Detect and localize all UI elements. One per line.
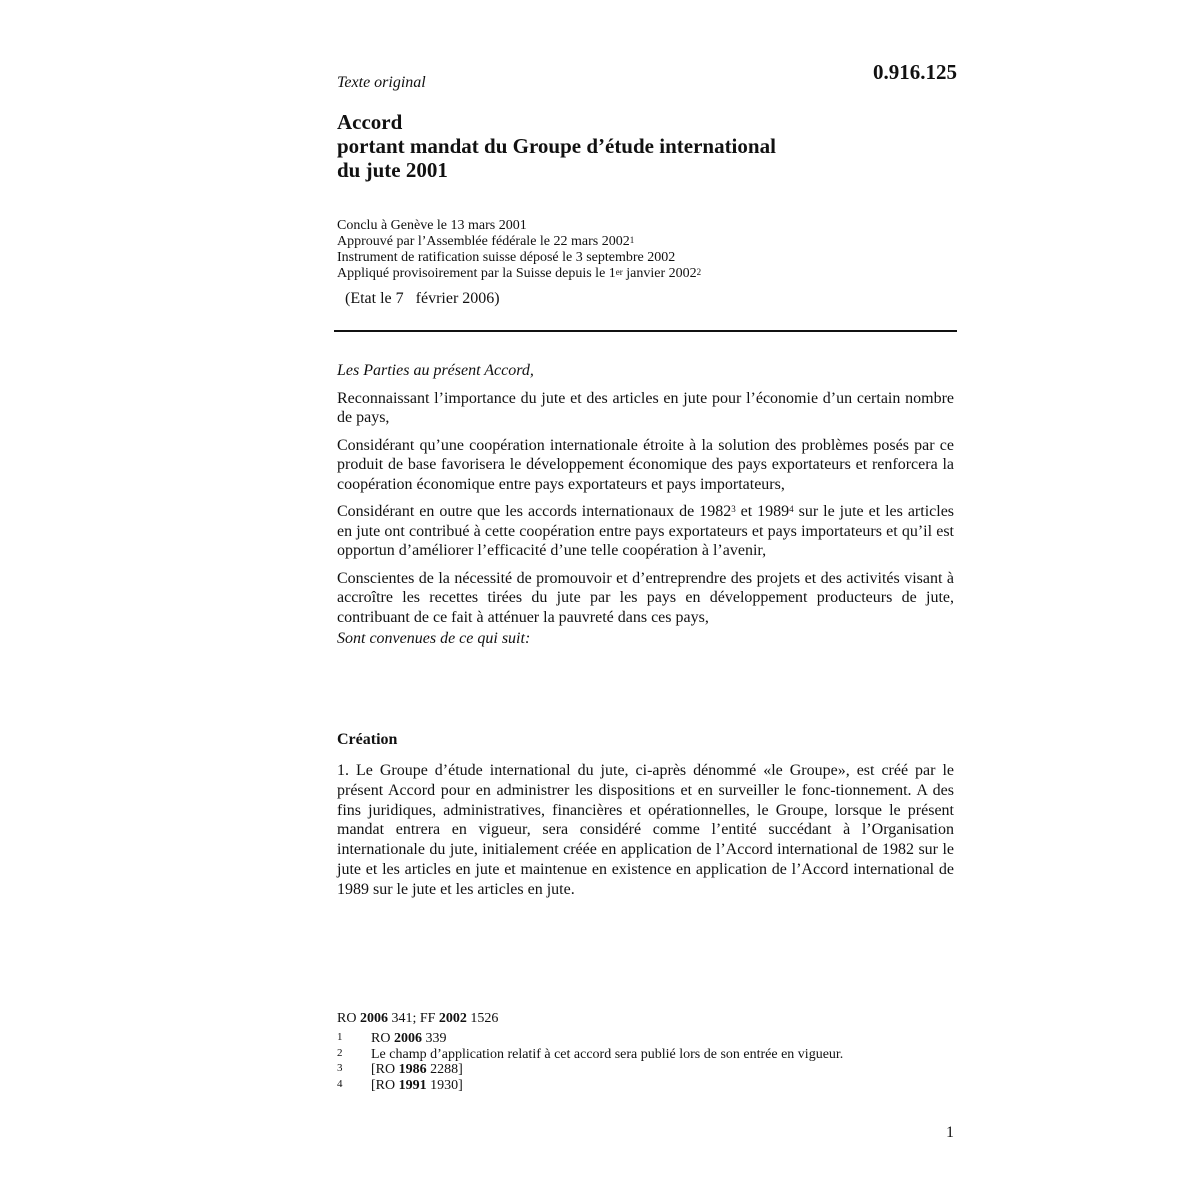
- status-date: (Etat le 7 février 2006): [341, 290, 500, 307]
- section-title: Création: [337, 731, 398, 748]
- footnote: 3 [RO 1986 2288]: [337, 1062, 463, 1077]
- footnotes: [337, 1031, 843, 1093]
- publication-reference: RO 2006 341; FF 2002 1526: [337, 1011, 499, 1026]
- document-metadata: [337, 218, 701, 282]
- meta-ratification: Instrument de ratification suisse déposé le 3 septembre 2002: [337, 250, 676, 265]
- title-line-1: Accord: [337, 110, 403, 134]
- footnote: 2 Le champ d’application relatif à cet accord sera publié lors de son entrée en vigueur.: [337, 1046, 844, 1062]
- preamble: [337, 361, 954, 657]
- preamble-paragraph-2: Considérant qu’une coopération internationale étroite à la solution des problèmes posés par ce produit de base favorisera le développement économique des pays exportateurs et renforcera la coopération économique entre pays exportateurs et pays importateurs,: [337, 436, 954, 493]
- meta-applied: Appliqué provisoirement par la Suisse depuis le 1er janvier 2002$^2$: [337, 266, 702, 281]
- footnote-ref-3: 3: [731, 504, 736, 514]
- footnote-number: 2: [337, 1046, 343, 1059]
- footnote-number: 3: [337, 1062, 343, 1074]
- footnote: 1 RO 2006 339: [337, 1031, 447, 1046]
- document-page: [337, 0, 957, 1200]
- footnote-ref-4: 4: [789, 504, 794, 514]
- footnote-number: 4: [337, 1077, 343, 1090]
- title-line-3: du jute 2001: [337, 158, 448, 182]
- title-line-2: portant mandat du Groupe d’étude international: [337, 134, 776, 158]
- sr-number: 0.916.125: [873, 60, 957, 84]
- meta-approved: Approuvé par l’Assemblée fédérale le 22 mars 2002$^1$: [337, 234, 635, 249]
- document-title: [337, 110, 776, 182]
- footnote-ref-2: 2: [696, 267, 702, 277]
- footnote-number: 1: [337, 1031, 343, 1043]
- page-number: 1: [946, 1124, 954, 1141]
- footnote-ref-1: 1: [629, 235, 635, 245]
- preamble-outro: Sont convenues de ce qui suit:: [337, 630, 531, 647]
- preamble-intro: Les Parties au présent Accord,: [337, 362, 534, 379]
- footnote: 4 [RO 1991 1930]: [337, 1077, 463, 1093]
- header-divider: [334, 330, 957, 332]
- preamble-paragraph-3: Considérant en outre que les accords internationaux de 1982$^3$ et 1989$^4$ sur le jute et les articles en jute ont contribué à cette coopération entre pays exportateurs et pays importateurs et qu’il est opportun d’améliorer l’efficacité d’une telle coopération à l’avenir,: [337, 503, 955, 559]
- preamble-paragraph-4: Conscientes de la nécessité de promouvoir et d’entreprendre des projets et des activités visant à accroître les recettes tirées du jute par les pays en développement producteurs de jute, contribuant de ce fait à atténuer la pauvreté dans ces pays,: [337, 569, 954, 626]
- preamble-paragraph-1: Reconnaissant l’importance du jute et des articles en jute pour l’économie d’un certain nombre de pays,: [337, 389, 954, 426]
- article-paragraph-1: 1. Le Groupe d’étude international du jute, ci-après dénommé «le Groupe», est créé par le présent Accord pour en administrer les dispositions et en surveiller le fonc-tionnement. A des fins juridiques, administratives, financières et opérationnelles, le Groupe, lorsque le présent mandat entrera en vigueur, sera considéré comme l’entité succédant à l’Organisation internationale du jute, initialement créée en application de l’Accord international de 1982 sur le jute et les articles en jute et maintenue en existence en application de l’Accord international de 1989 sur le jute et les articles en jute.: [337, 762, 954, 898]
- original-text-label: Texte original: [337, 74, 426, 91]
- meta-concluded: Conclu à Genève le 13 mars 2001: [337, 218, 527, 233]
